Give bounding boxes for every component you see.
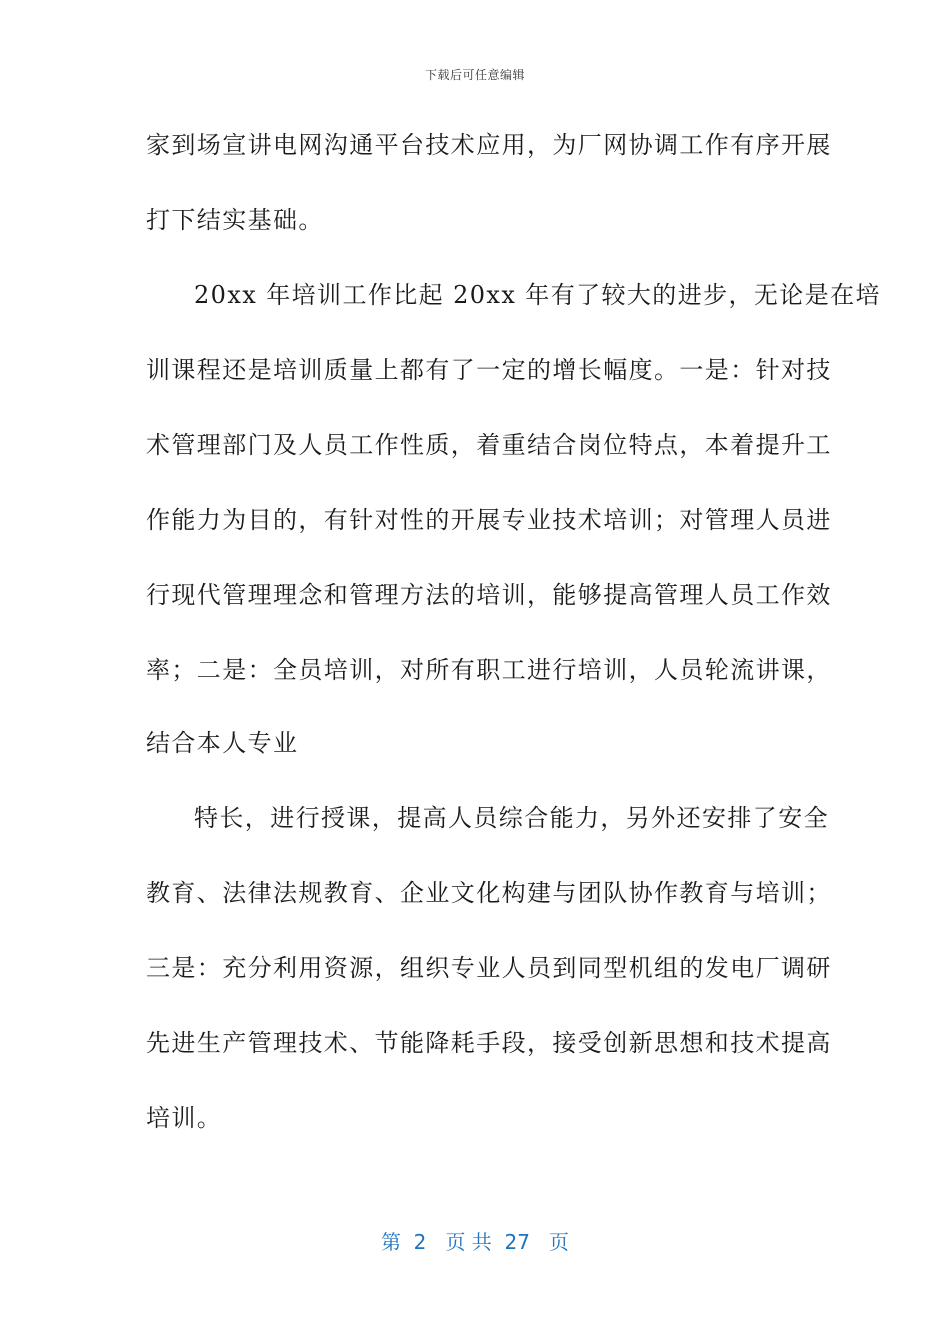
text-line: 术管理部门及人员工作性质，着重结合岗位特点，本着提升工 [146,431,832,459]
text-line: 家到场宣讲电网沟通平台技术应用，为厂网协调工作有序开展 [146,131,832,159]
text-line: 作能力为目的，有针对性的开展专业技术培训；对管理人员进 [146,506,832,534]
text-line: 行现代管理理念和管理方法的培训，能够提高管理人员工作效 [146,581,832,609]
text-line: 培训。 [146,1104,223,1132]
page-number: 第 2 页 共 27 页 [380,1230,570,1254]
text-line: 教育、法律法规教育、企业文化构建与团队协作教育与培训； [146,879,832,907]
header-note: 下载后可任意编辑 [424,68,525,82]
text-line: 先进生产管理技术、节能降耗手段，接受创新思想和技术提高 [146,1029,832,1057]
text-line: 20xx 年培训工作比起 20xx 年有了较大的进步，无论是在培 [194,281,881,309]
text-line: 结合本人专业 [146,729,299,757]
text-line: 率；二是：全员培训，对所有职工进行培训，人员轮流讲课， [146,656,832,684]
text-line: 打下结实基础。 [146,206,324,234]
text-line: 三是：充分利用资源，组织专业人员到同型机组的发电厂调研 [146,954,832,982]
text-line: 训课程还是培训质量上都有了一定的增长幅度。一是：针对技 [146,356,832,384]
text-line: 特长，进行授课，提高人员综合能力，另外还安排了安全 [194,804,829,832]
